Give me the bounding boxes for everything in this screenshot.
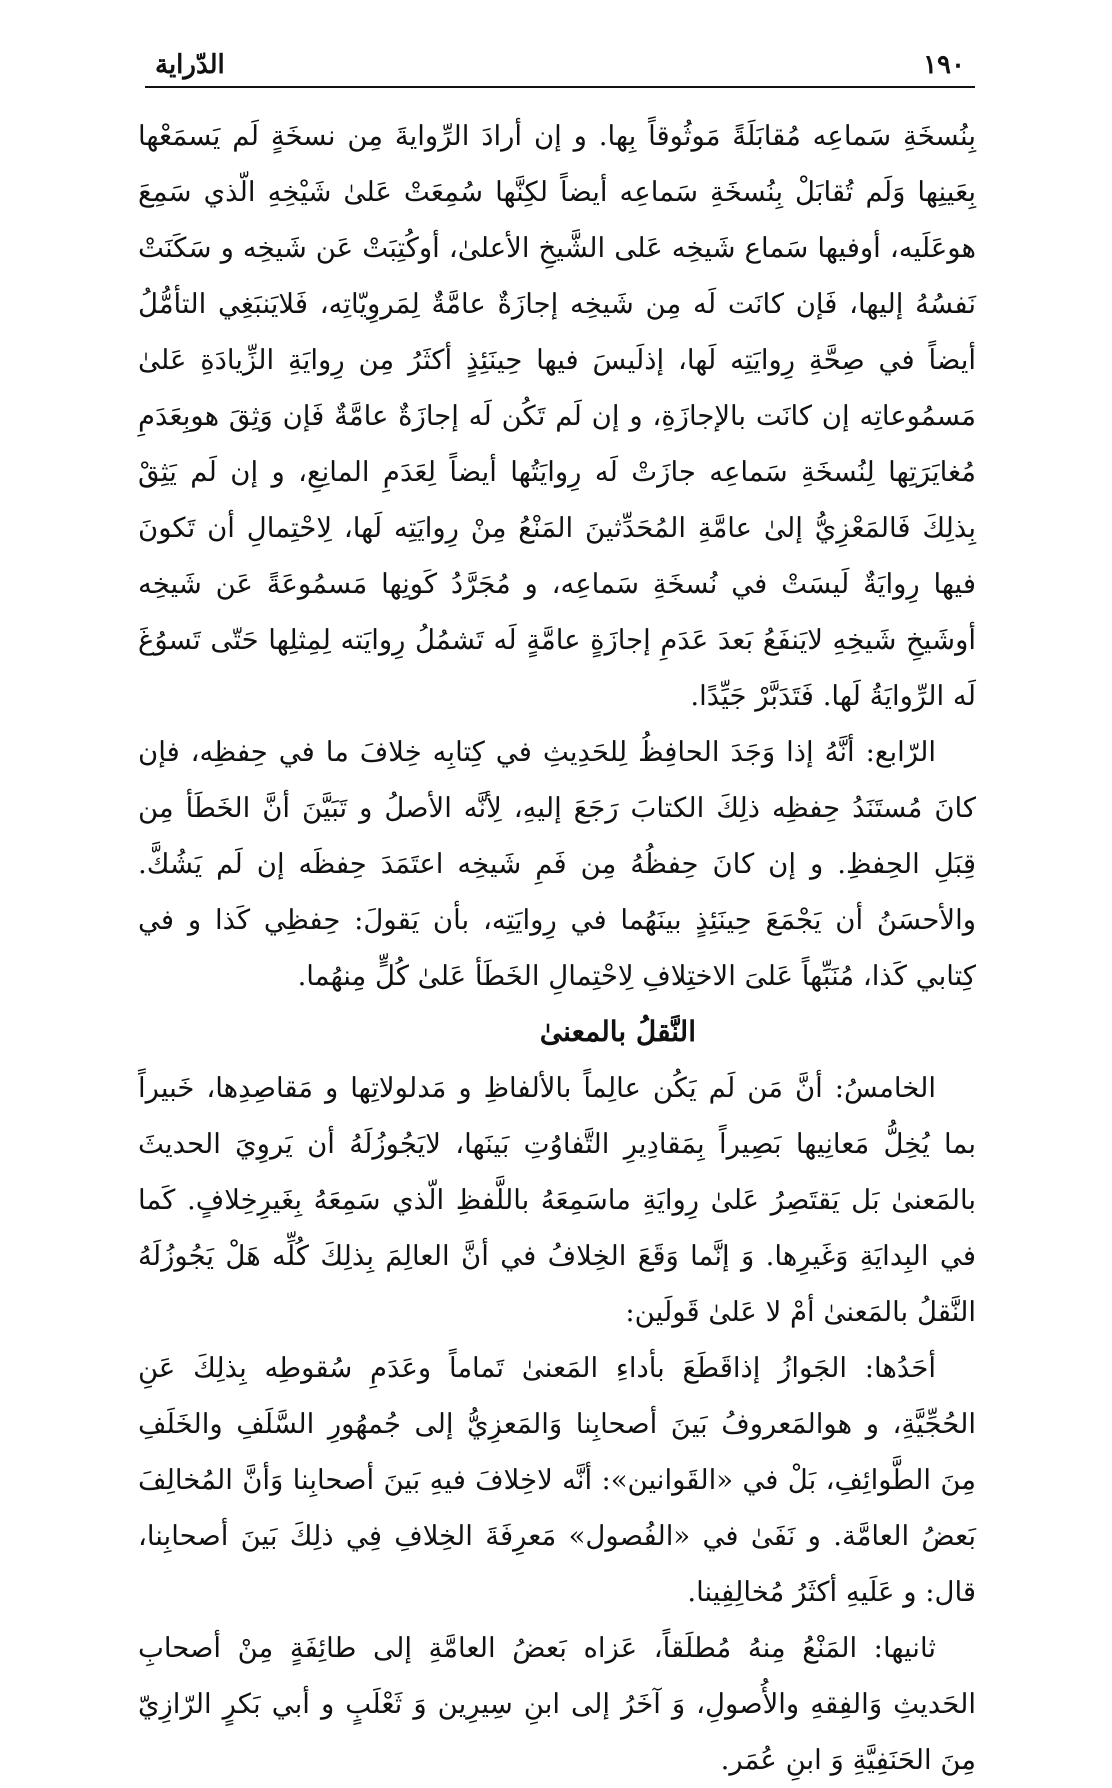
page-number: ١٩٠ [923, 50, 965, 80]
running-title: الدّراية [155, 50, 225, 80]
paragraph-second-opinion: ثانيها: المَنْعُ مِنهُ مُطلَقاً، عَزاه بَعضُ العامَّةِ إلى طائِفَةٍ مِنْ أصحابِ الحَديثِ وَالفِقهِ والأُصولِ، وَ آخَرُ إلى ابنِ سِيرِين وَ ثَعْلَبٍ و أبي بَكرٍ الرّازِيّ مِنَ الحَنَفِيَّةِ وَ ابنِ عُمَر. [138, 1632, 976, 1776]
paragraph-fourth-point: الرّابع: أنَّهُ إذا وَجَدَ الحافِظُ لِلحَدِيثِ في كِتابِه خِلافَ ما في حِفظِه، فإن كانَ مُستَنَدُ حِفظِه ذلِكَ الكتابَ رَجَعَ إليهِ، لِأنَّه الأصلُ و تَبَيَّنَ أنَّ الخَطَأ مِن قِبَلِ الحِفظِ. و إن كانَ حِفظُهُ مِن فَمِ شَيخِه اعتَمَدَ حِفظَه إن لَم يَشُكَّ. والأحسَنُ أن يَجْمَعَ حِينَئِذٍ بينَهُما في رِوايَتِه، بأن يَقولَ: حِفظِي كَذا و في كِتابي كَذا، مُنَبِّهاً عَلىَ الاختِلافِ لِاحْتِمالِ الخَطَأ عَلىٰ كُلٍّ مِنهُما. [138, 736, 976, 992]
paragraph-third-point-conclusion: بِنُسخَةِ سَماعِه مُقابَلَةً مَوثُوقاً بِها. و إن أرادَ الرِّوايةَ مِن نسخَةٍ لَم يَسمَعْها بِعَينِها وَلَم تُقابَلْ بِنُسخَةِ سَماعِه أيضاً لكِنَّها سُمِعَتْ عَلىٰ شَيْخِهِ الّذي سَمِعَ هوعَلَيه، أوفيها سَماع شَيخِه عَلى الشَّيخِ الأعلىٰ، أوكُتِبَتْ عَن شَيخِه و سَكَنَتْ نَفسُهُ إليها، فَإن كانَت لَه مِن شَيخِه إجازَةٌ عامَّةٌ لِمَروِيّاتِه، فَلايَنبَغِي التأمُّلُ أيضاً في صِحَّةِ رِوايَتِه لَها، إذلَيسَ فيها حِينَئِذٍ أكثَرُ مِن رِوايَةِ الزِّيادَةِ عَلىٰ مَسمُوعاتِه إن كانَت بالإجازَةِ، و إن لَم تَكُن لَه إجازَةٌ عامَّةٌ فَإن وَثِقَ هوبِعَدَمِ مُغايَرَتِها لِنُسخَةِ سَماعِه جازَتْ لَه رِوايَتُها أيضاً لِعَدَمِ المانِعِ، و إن لَم يَثِقْ بِذلِكَ فَالمَعْزِيُّ إلىٰ عامَّةِ المُحَدِّثينَ المَنْعُ مِنْ رِوايَتِه لَها، لِاحْتِمالِ أن تَكونَ فيها رِوايَةٌ لَيسَتْ في نُسخَةِ سَماعِه، و مُجَرَّدُ كَونِها مَسمُوعَةً عَن شَيخِه أوشَيخِ شَيخِهِ لايَنفَعُ بَعدَ عَدَمِ إجازَةٍ عامَّةٍ لَه تَشمُلُ رِوايَته لِمِثلِها حَتّى تَسوُغَ لَه الرِّوايَةُ لَها. فَتَدَبَّرْ جَيِّدًا. [138, 120, 976, 712]
paragraph-first-opinion: أحَدُها: الجَوازُ إذاقَطَعَ بأداءِ المَعنىٰ تَماماً وعَدَمِ سُقوطِه بِذلِكَ عَنِ الحُجِّيَّةِ، و هوالمَعروفُ بَينَ أصحابِنا وَالمَعزِيُّ إلى جُمهُورِ السَّلَفِ والخَلَفِ مِنَ الطَّوائِفِ، بَلْ في «القَوانين»: أنَّه لاخِلافَ فيهِ بَينَ أصحابِنا وَأنَّ المُخالِفَ بَعضُ العامَّة. و نَفَىٰ في «الفُصول» مَعرِفَةَ الخِلافِ فِي ذلِكَ بَينَ أصحابِنا، قال: و عَلَيهِ أكثَرُ مُخالِفِينا. [138, 1352, 976, 1608]
page-header [145, 42, 975, 88]
section-heading: النَّقلُ بالمعنىٰ [539, 1015, 696, 1048]
page-body [138, 108, 976, 1788]
paragraph-fifth-point: الخامسُ: أنَّ مَن لَم يَكُن عالِماً بالألفاظِ و مَدلولاتِها و مَقاصِدِها، خَبيراً بما يُخِلُّ مَعانِيها بَصِيراً بِمَقادِيرِ التَّفاوُتِ بَينَها، لايَجُوزُلَهُ أن يَروِيَ الحديثَ بالمَعنىٰ بَل يَقتَصِرُ عَلىٰ رِوايَةِ ماسَمِعَهُ باللَّفظِ الّذي سَمِعَهُ بِغَيرِخِلافٍ. كَما في البِدايَةِ وَغَيرِها. وَ إنَّما وَقَعَ الخِلافُ في أنَّ العالِمَ بِذلِكَ كُلِّه هَلْ يَجُوزُلَهُ النَّقلُ بالمَعنىٰ أمْ لا عَلىٰ قَولَين: [138, 1072, 976, 1328]
